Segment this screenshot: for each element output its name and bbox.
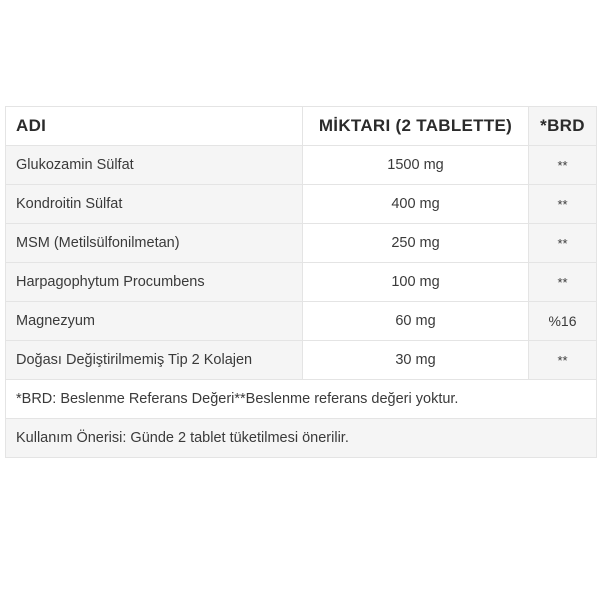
usage-note: Kullanım Önerisi: Günde 2 tablet tüketilmesi önerilir.: [6, 419, 597, 458]
ingredient-amount: 400 mg: [303, 185, 529, 224]
brd-footnote: *BRD: Beslenme Referans Değeri**Beslenme referans değeri yoktur.: [6, 380, 597, 419]
table-row: [6, 224, 597, 263]
ingredient-amount: 100 mg: [303, 263, 529, 302]
table-row: [6, 341, 597, 380]
table-header-row: [6, 107, 597, 146]
ingredient-brd: **: [529, 146, 597, 185]
ingredient-amount: 30 mg: [303, 341, 529, 380]
ingredient-brd: **: [529, 185, 597, 224]
ingredient-name: Harpagophytum Procumbens: [6, 263, 303, 302]
ingredient-amount: 1500 mg: [303, 146, 529, 185]
column-header-brd: *BRD: [529, 107, 597, 146]
table-row: [6, 263, 597, 302]
ingredient-name: Doğası Değiştirilmemiş Tip 2 Kolajen: [6, 341, 303, 380]
ingredient-brd: %16: [529, 302, 597, 341]
table-row: [6, 146, 597, 185]
ingredient-brd: **: [529, 263, 597, 302]
ingredient-name: MSM (Metilsülfonilmetan): [6, 224, 303, 263]
supplement-facts-table: [5, 106, 597, 458]
ingredient-amount: 250 mg: [303, 224, 529, 263]
ingredient-name: Glukozamin Sülfat: [6, 146, 303, 185]
ingredient-name: Kondroitin Sülfat: [6, 185, 303, 224]
table-row: [6, 185, 597, 224]
ingredient-brd: **: [529, 341, 597, 380]
ingredient-amount: 60 mg: [303, 302, 529, 341]
ingredient-brd: **: [529, 224, 597, 263]
footnote-row: [6, 380, 597, 419]
column-header-name: ADI: [6, 107, 303, 146]
column-header-amount: MİKTARI (2 TABLETTE): [303, 107, 529, 146]
usage-row: [6, 419, 597, 458]
ingredient-name: Magnezyum: [6, 302, 303, 341]
table-row: [6, 302, 597, 341]
